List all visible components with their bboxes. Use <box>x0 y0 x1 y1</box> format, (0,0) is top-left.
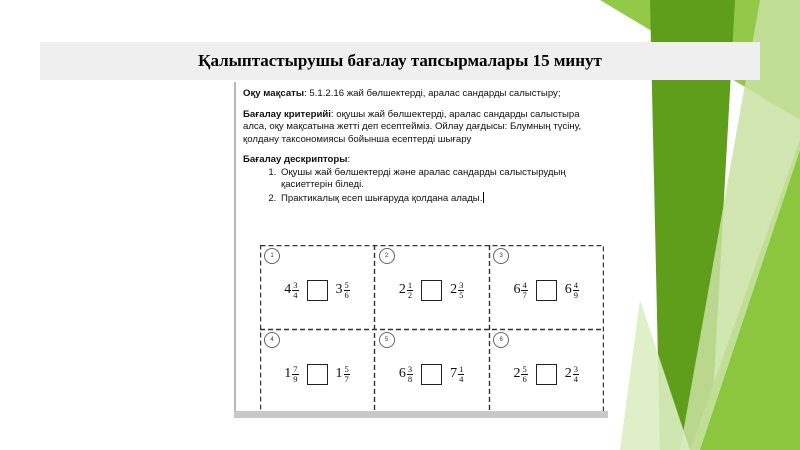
whole-part: 1 <box>335 366 343 381</box>
tasks-grid <box>260 245 604 413</box>
fraction <box>521 365 527 384</box>
fraction <box>292 281 298 300</box>
criteria-label: Бағалау критерийі <box>243 108 331 120</box>
fraction <box>573 281 579 300</box>
objective-label: Оқу мақсаты <box>243 88 305 99</box>
numerator: 3 <box>459 279 464 290</box>
document-text <box>243 88 601 205</box>
fraction <box>344 281 350 300</box>
task-cell <box>489 245 603 329</box>
task-cell <box>260 245 374 329</box>
numerator: 5 <box>344 279 349 290</box>
task-cell <box>375 329 489 413</box>
descriptor-item <box>279 192 601 206</box>
text-cursor <box>483 192 484 203</box>
fraction <box>573 365 579 384</box>
task-cell <box>489 329 603 413</box>
denominator: 2 <box>407 289 413 300</box>
fraction <box>407 281 413 300</box>
task-number-badge: 1 <box>264 248 280 264</box>
descriptors-heading <box>243 154 601 167</box>
denominator: 6 <box>522 373 527 384</box>
comparison-answer-box[interactable] <box>307 280 328 301</box>
task-number-badge: 4 <box>264 332 280 348</box>
denominator: 7 <box>522 289 527 300</box>
task-cell <box>375 245 489 329</box>
task-number-badge: 6 <box>493 332 509 348</box>
denominator: 4 <box>459 373 464 384</box>
denominator: 4 <box>573 373 578 384</box>
document-bottom-bar <box>234 411 608 418</box>
fraction <box>407 365 413 384</box>
whole-part: 2 <box>513 366 521 381</box>
fraction <box>458 365 464 384</box>
task-number-badge: 5 <box>379 332 395 348</box>
whole-part: 4 <box>284 282 292 297</box>
fraction <box>344 365 350 384</box>
numerator: 3 <box>293 279 298 290</box>
descriptors-list <box>243 167 601 206</box>
comparison-answer-box[interactable] <box>421 364 442 385</box>
left-mixed-number <box>284 281 298 300</box>
denominator: 7 <box>344 373 349 384</box>
whole-part: 6 <box>564 282 572 297</box>
whole-part: 2 <box>398 282 406 297</box>
right-mixed-number <box>450 281 464 300</box>
numerator: 3 <box>407 363 413 374</box>
numerator: 1 <box>407 279 413 290</box>
denominator: 5 <box>459 289 464 300</box>
task-number-badge: 2 <box>379 248 395 264</box>
numerator: 4 <box>573 279 578 290</box>
denominator: 9 <box>573 289 578 300</box>
whole-part: 2 <box>450 282 458 297</box>
objective-paragraph <box>243 88 601 101</box>
comparison-expression <box>375 359 489 389</box>
descriptor-item: 1. Оқушы жай бөлшектерді және аралас сандарды салыстырудың қасиеттерін біледі. <box>279 167 601 192</box>
right-mixed-number <box>450 365 464 384</box>
descriptor-item-text: Практикалық есеп шығаруда қолдана алады. <box>281 192 483 204</box>
document-left-rule <box>234 82 236 418</box>
whole-part: 7 <box>450 366 458 381</box>
descriptors-suffix: : <box>347 154 351 165</box>
task-number-badge: 3 <box>493 248 509 264</box>
numerator: 3 <box>573 363 578 374</box>
left-mixed-number <box>399 365 413 384</box>
fraction <box>521 281 527 300</box>
descriptors-label: Бағалау дескрипторы <box>243 154 348 165</box>
comparison-expression <box>260 275 374 305</box>
numerator: 5 <box>344 363 349 374</box>
left-mixed-number <box>284 365 298 384</box>
task-cell <box>260 329 374 413</box>
left-mixed-number <box>399 281 413 300</box>
fraction <box>458 281 464 300</box>
numerator: 5 <box>522 363 527 374</box>
fraction <box>292 365 298 384</box>
whole-part: 6 <box>513 282 521 297</box>
objective-text: : 5.1.2.16 жай бөлшектерді, аралас сандарды салыстыру; <box>304 88 561 99</box>
comparison-answer-box[interactable] <box>421 280 442 301</box>
document-image <box>234 82 608 418</box>
whole-part: 3 <box>335 282 343 297</box>
numerator: 7 <box>293 363 298 374</box>
denominator: 8 <box>407 373 413 384</box>
whole-part: 1 <box>284 366 292 381</box>
right-mixed-number <box>565 365 579 384</box>
criteria-paragraph <box>243 109 601 147</box>
denominator: 4 <box>293 289 298 300</box>
right-mixed-number <box>565 281 579 300</box>
comparison-answer-box[interactable] <box>536 280 557 301</box>
comparison-expression <box>375 275 489 305</box>
right-mixed-number <box>336 281 350 300</box>
right-mixed-number <box>336 365 350 384</box>
slide-title: Қалыптастырушы бағалау тапсырмалары 15 минут <box>198 51 602 70</box>
numerator: 1 <box>459 363 464 374</box>
comparison-answer-box[interactable] <box>307 364 328 385</box>
whole-part: 2 <box>564 366 572 381</box>
left-mixed-number <box>513 365 527 384</box>
comparison-expression <box>489 359 603 389</box>
whole-part: 6 <box>398 366 406 381</box>
criteria-text: : оқушы жай бөлшектерді, аралас сандарды салыстыра алса, оқу мақсатына жетті деп есептейміз. Ойлау дағдысы: Блумның түсіну, қолдану таксономиясы бойынша есептерді шығару <box>243 108 582 145</box>
denominator: 9 <box>293 373 298 384</box>
denominator: 6 <box>344 289 349 300</box>
comparison-expression <box>260 359 374 389</box>
comparison-answer-box[interactable] <box>536 364 557 385</box>
comparison-expression <box>489 275 603 305</box>
left-mixed-number <box>513 281 527 300</box>
numerator: 4 <box>522 279 527 290</box>
